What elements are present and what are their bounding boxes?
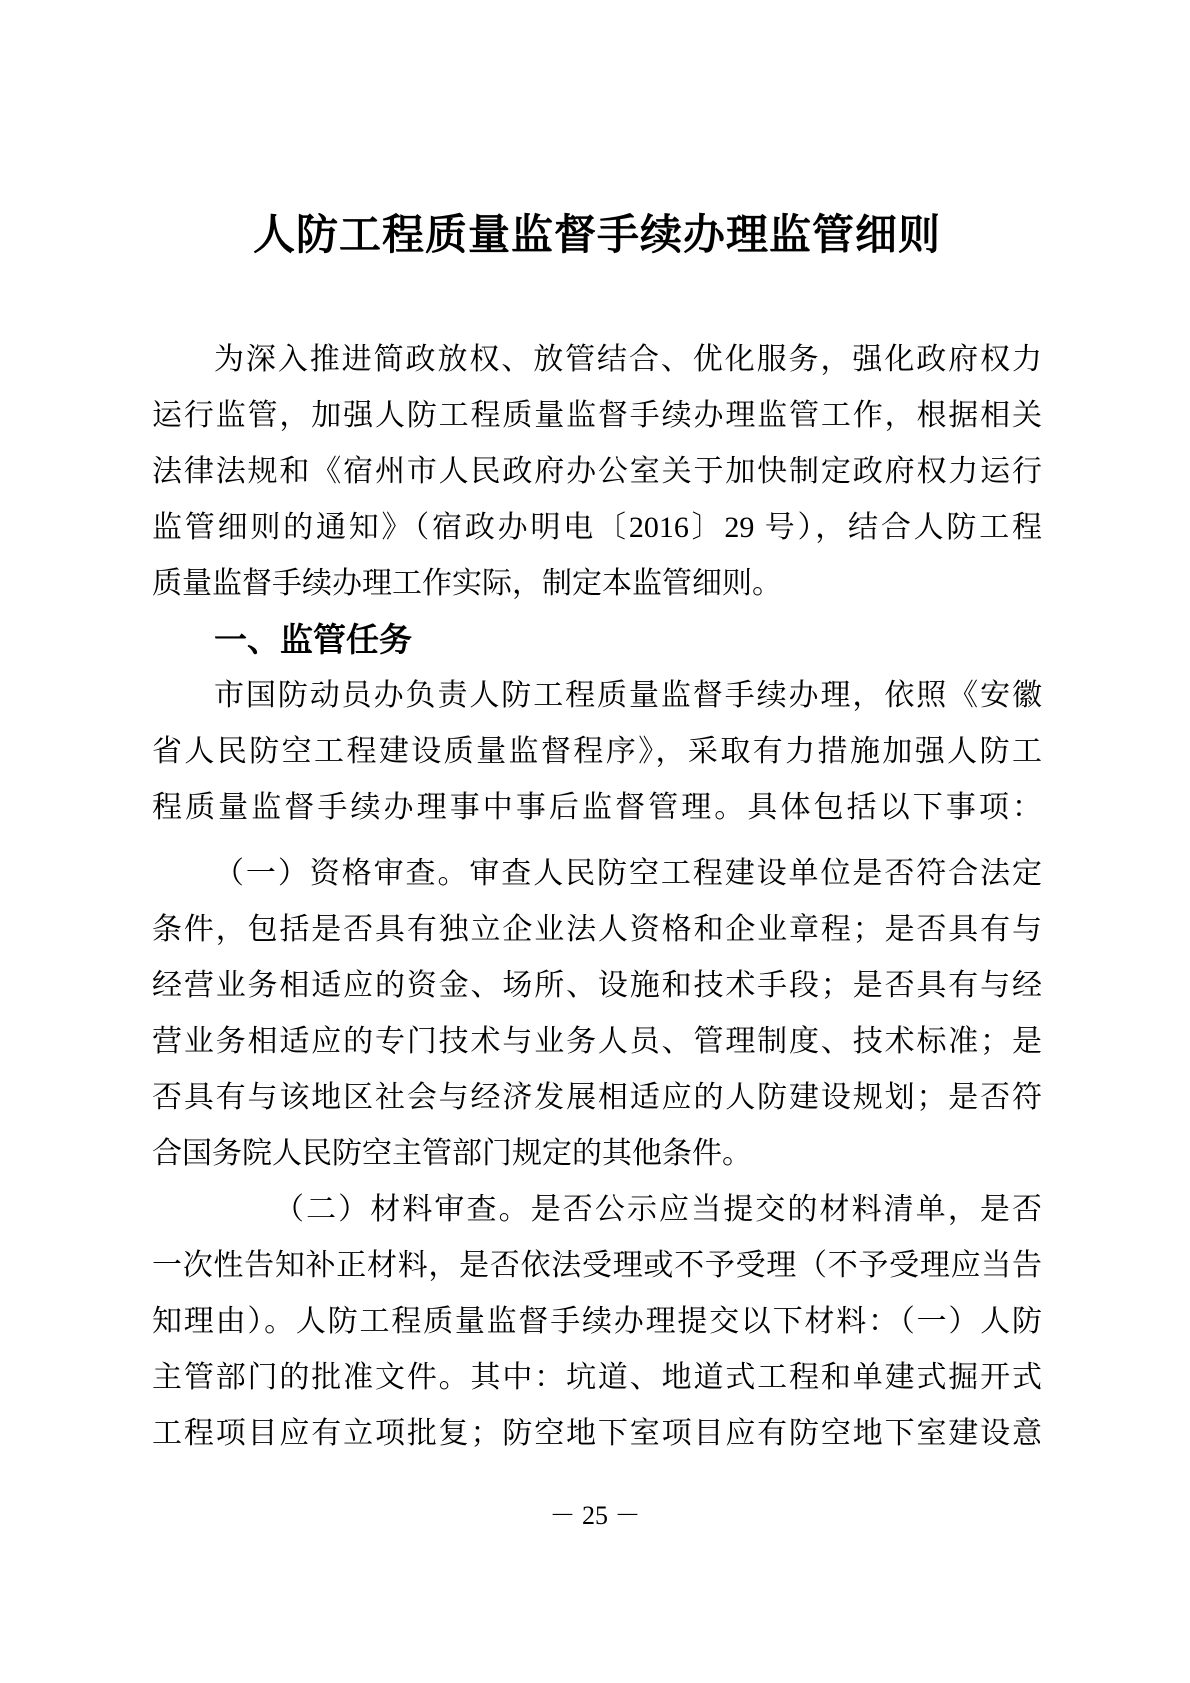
- intro-paragraph: [152, 332, 1042, 612]
- item1-paragraph: [152, 846, 1042, 1182]
- paragraph-line: （一）资格审查。审查人民防空工程建设单位是否符合法定: [214, 857, 1042, 890]
- paragraph-line: 一次性告知补正材料，是否依法受理或不予受理（不予受理应当告: [152, 1249, 1042, 1282]
- paragraph-line: 工程项目应有立项批复；防空地下室项目应有防空地下室建设意: [152, 1417, 1042, 1450]
- paragraph-line: 主管部门的批准文件。其中：坑道、地道式工程和单建式掘开式: [152, 1361, 1042, 1394]
- item2-paragraph: [152, 1182, 1042, 1462]
- paragraph-line: 法律法规和《宿州市人民政府办公室关于加快制定政府权力运行: [152, 455, 1042, 488]
- paragraph-line: 市国防动员办负责人防工程质量监督手续办理，依照《安徽: [214, 679, 1042, 712]
- document-content: [152, 0, 1042, 1462]
- paragraph-line: 为深入推进简政放权、放管结合、优化服务，强化政府权力: [214, 343, 1042, 376]
- page-number: － 25 －: [549, 1501, 641, 1530]
- paragraph-line: 条件，包括是否具有独立企业法人资格和企业章程；是否具有与: [152, 913, 1042, 946]
- document-title: 人防工程质量监督手续办理监管细则: [252, 213, 941, 259]
- paragraph-line: 省人民防空工程建设质量监督程序》，采取有力措施加强人防工: [152, 735, 1042, 768]
- paragraph-line: 运行监管，加强人防工程质量监督手续办理监管工作，根据相关: [152, 399, 1042, 432]
- paragraph-line: 经营业务相适应的资金、场所、设施和技术手段；是否具有与经: [152, 969, 1042, 1002]
- paragraph-line: 质量监督手续办理工作实际，制定本监管细则。: [152, 567, 782, 600]
- paragraph-line: 营业务相适应的专门技术与业务人员、管理制度、技术标准；是: [152, 1025, 1042, 1058]
- paragraph-line: 程质量监督手续办理事中事后监督管理。具体包括以下事项：: [152, 791, 1042, 824]
- paragraph-line: （二）材料审查。是否公示应当提交的材料清单，是否: [274, 1193, 1042, 1226]
- section-paragraph: [152, 668, 1042, 836]
- paragraph-line: 合国务院人民防空主管部门规定的其他条件。: [152, 1137, 752, 1170]
- paragraph-line: 监管细则的通知》（宿政办明电〔2016〕29 号），结合人防工程: [152, 511, 1042, 544]
- document-body: [152, 332, 1042, 1462]
- paragraph-line: 知理由）。人防工程质量监督手续办理提交以下材料：（一）人防: [152, 1305, 1042, 1338]
- paragraph-line: 否具有与该地区社会与经济发展相适应的人防建设规划；是否符: [152, 1081, 1042, 1114]
- section-heading: 一、监管任务: [214, 621, 412, 658]
